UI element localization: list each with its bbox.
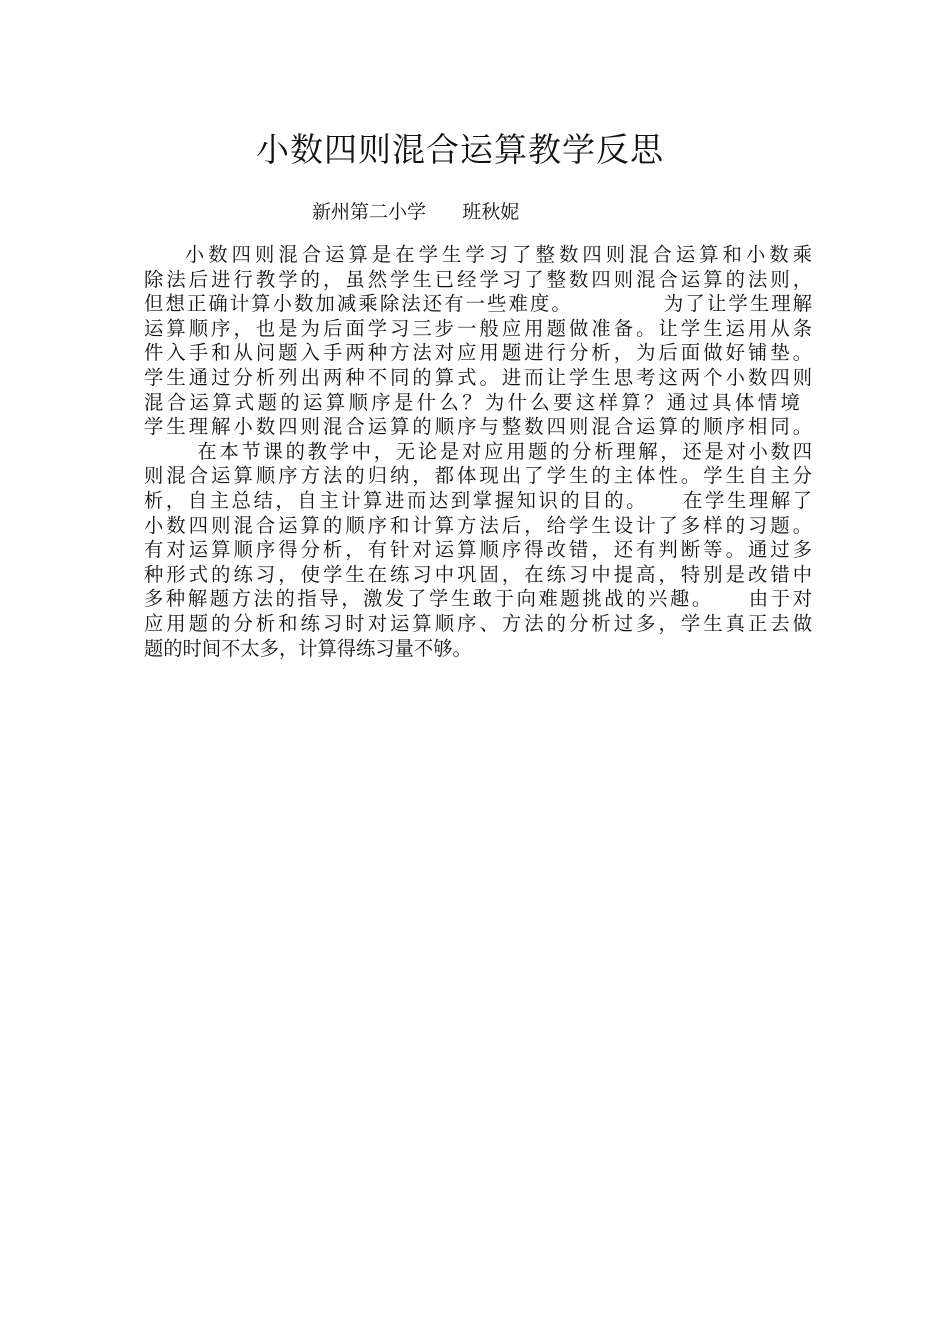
body-line: 有对运算顺序得分析，有针对运算顺序得改错，还有判断等。通过多 <box>144 538 812 562</box>
body-line: 但想正确计算小数加减乘除法还有一些难度。 为了让学生理解 <box>144 292 812 316</box>
body-line: 在本节课的教学中，无论是对应用题的分析理解，还是对小数四 <box>144 439 812 463</box>
body-line: 多种解题方法的指导，激发了学生敢于向难题挑战的兴趣。 由于对 <box>144 587 812 611</box>
body-line: 除法后进行教学的，虽然学生已经学习了整数四则混合运算的法则， <box>144 267 812 291</box>
body-line: 混合运算式题的运算顺序是什么？为什么要这样算？通过具体情境 <box>144 390 812 414</box>
body-line: 应用题的分析和练习时对运算顺序、方法的分析过多，学生真正去做 <box>144 611 812 635</box>
body-line: 件入手和从问题入手两种方法对应用题进行分析，为后面做好铺垫。 <box>144 341 812 365</box>
document-title: 小数四则混合运算教学反思 <box>256 130 664 169</box>
author-byline: 新州第二小学 班秋妮 <box>312 201 520 223</box>
body-line: 则混合运算顺序方法的归纳，都体现出了学生的主体性。学生自主分 <box>144 464 812 488</box>
body-line: 运算顺序，也是为后面学习三步一般应用题做准备。让学生运用从条 <box>144 316 812 340</box>
body-line: 析，自主总结，自主计算进而达到掌握知识的目的。 在学生理解了 <box>144 488 812 512</box>
body-line: 学生通过分析列出两种不同的算式。进而让学生思考这两个小数四则 <box>144 365 812 389</box>
body-line: 题的时间不太多，计算得练习量不够。 <box>144 636 472 660</box>
body-line: 种形式的练习，使学生在练习中巩固，在练习中提高，特别是改错中 <box>144 562 812 586</box>
body-text <box>144 243 812 661</box>
body-line: 学生理解小数四则混合运算的顺序与整数四则混合运算的顺序相同。 <box>144 415 812 439</box>
body-line: 小数四则混合运算的顺序和计算方法后，给学生设计了多样的习题。 <box>144 513 812 537</box>
body-line: 小数四则混合运算是在学生学习了整数四则混合运算和小数乘 <box>144 243 812 266</box>
